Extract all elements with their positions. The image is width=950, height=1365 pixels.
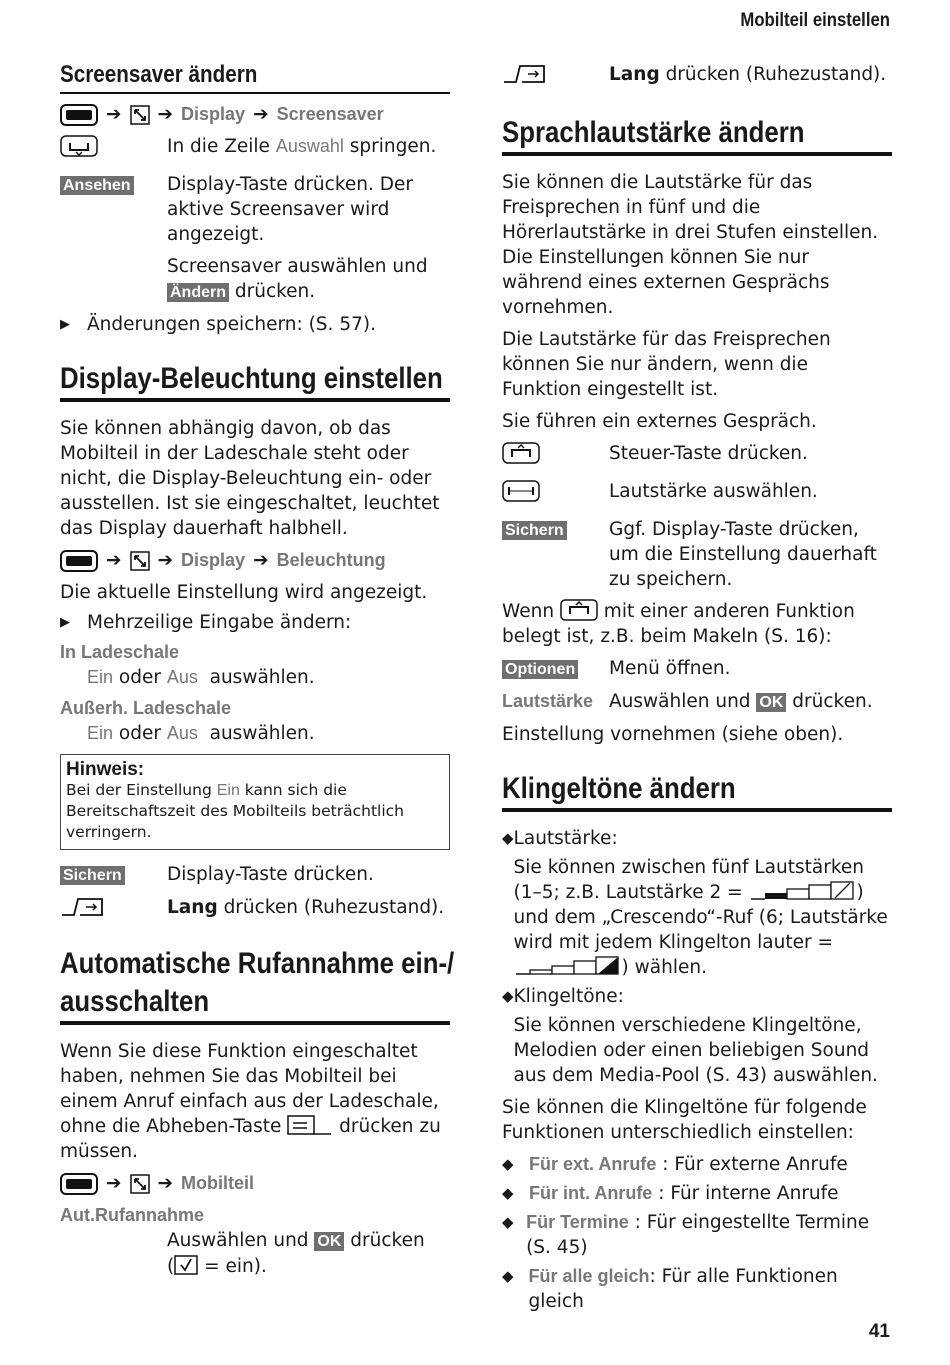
paragraph: Einstellung vornehmen (siehe oben). [502,724,844,745]
control-key-up-icon [502,441,540,465]
item-title: Klingeltöne: [513,986,624,1007]
diamond-bullet-icon: ◆ [502,987,514,1005]
note-text: kann sich die Bereitschaftszeit des Mobilteils beträchtlich verringern. [66,781,404,841]
divider [60,1021,450,1025]
menu-key-icon [60,549,98,573]
page-number: 41 [868,1321,890,1342]
triangle-bullet-icon: ▶ [60,615,70,630]
menu-key-icon [60,1172,98,1196]
paragraph: Sie führen ein externes Gespräch. [502,411,817,432]
softkey-optionen[interactable]: Optionen [502,660,578,679]
heading-line: ausschalten [60,985,210,1018]
option-values [60,665,450,690]
menu-display[interactable]: Display [181,550,246,570]
text: ( [167,1256,175,1277]
text: Wenn [502,601,560,622]
instruction-row [502,689,892,715]
text: : Für alle Funktionen gleich [528,1266,838,1312]
talk-key-icon [287,1115,333,1135]
softkey-sichern[interactable]: Sichern [60,866,125,885]
text: drücken. [786,691,873,712]
settings-icon [130,105,150,125]
softkey-sichern[interactable]: Sichern [502,521,567,540]
list-item [502,826,892,980]
value-aus[interactable]: Aus [166,667,198,687]
instruction-row [502,441,892,472]
text: Auswählen und [609,691,757,712]
menu-fuer-ext-anrufe[interactable]: Für ext. Anrufe [529,1154,657,1174]
step-text: Screensaver auswählen und [167,256,428,277]
option-values [60,721,450,746]
control-key-down-icon [60,134,98,158]
menu-mobilteil[interactable]: Mobilteil [181,1173,255,1193]
screensaver-nav-path [60,102,450,127]
instruction-row [60,172,450,247]
arrow-icon: ➔ [157,550,174,571]
text: auswählen. [197,723,315,744]
end-call-key-icon [502,62,546,86]
softkey-ansehen[interactable]: Ansehen [60,176,134,195]
volume-heading: Sprachlautstärke ändern [502,116,805,149]
control-key-leftright-icon [502,479,540,503]
menu-display[interactable]: Display [181,104,246,124]
diamond-bullet-icon: ◆ [502,829,514,847]
note-text: Bei der Einstellung [66,781,217,799]
text: : Für interne Anrufe [652,1183,839,1204]
divider [502,808,892,812]
instruction-row [502,479,892,510]
step-text: Display-Taste drücken. Der aktive Screensaver wird angezeigt. [167,174,413,245]
list-item [502,1264,892,1314]
right-column [502,58,892,1318]
arrow-item [60,610,450,635]
instruction-row [60,1228,450,1279]
softkey-aendern[interactable]: Ändern [167,283,229,302]
menu-fuer-termine[interactable]: Für Termine [526,1212,629,1232]
screensaver-heading: Screensaver ändern [60,61,258,88]
instruction-row [60,254,450,305]
text: Auswählen und [167,1230,315,1251]
instruction-row [502,62,892,93]
text: oder [113,723,167,744]
step-text: In die Zeile [167,136,276,157]
text: : Für eingestellte Termine (S. 45) [526,1212,870,1258]
text: = ein). [198,1256,267,1277]
text: auswählen. [197,667,315,688]
menu-fuer-alle-gleich[interactable]: Für alle gleich [528,1266,650,1286]
autoanswer-nav-path [60,1171,450,1196]
step-text: Mehrzeilige Eingabe ändern: [87,612,352,633]
end-call-key-icon [60,895,104,919]
arrow-icon: ➔ [106,1173,122,1194]
menu-beleuchtung[interactable]: Beleuchtung [276,550,386,570]
paragraph: Sie können abhängig davon, ob das Mobilteil in der Ladeschale steht oder nicht, die Display-Beleuchtung ein- oder ausstellen. Ist sie eingeschaltet, leuchtet das Display dauerhaft halbhell. [60,418,440,539]
option-in-ladeschale[interactable]: In Ladeschale [60,642,180,662]
volume-level-2-icon [749,881,857,901]
item-title: Lautstärke: [513,828,618,849]
settings-icon [130,1174,150,1194]
control-key-up-icon [560,599,598,621]
step-text: Lautstärke auswählen. [609,481,818,502]
arrow-icon: ➔ [253,550,269,571]
diamond-bullet-icon: ◆ [502,1155,514,1173]
step-text: Display-Taste drücken. [167,864,374,885]
list-item [502,1152,892,1177]
arrow-icon: ➔ [253,104,269,125]
running-header: Mobilteil einstellen [740,10,890,31]
instruction-row [60,895,450,926]
text: ) wählen. [621,957,707,978]
paragraph: Sie können die Lautstärke für das Freisprechen in fünf und die Hörerlautstärke in drei Stufen einstellen. Die Einstellungen können Sie nur während eines externen Gesprächs vornehmen. [502,172,879,318]
volume-crescendo-icon [514,956,622,976]
divider [60,398,450,402]
step-text: Menü öffnen. [609,658,731,679]
text: drücken [344,1230,425,1251]
paragraph: Die aktuelle Einstellung wird angezeigt. [60,582,428,603]
menu-screensaver[interactable]: Screensaver [276,104,384,124]
instruction-row [502,656,892,682]
text: : Für externe Anrufe [656,1154,848,1175]
diamond-bullet-icon: ◆ [502,1213,514,1231]
backlight-heading: Display-Beleuchtung einstellen [60,362,443,395]
step-text: drücken (Ruhezustand). [659,64,887,85]
step-text: drücken. [229,281,316,302]
value-ein[interactable]: Ein [87,723,114,743]
menu-lautstaerke[interactable]: Lautstärke [502,691,594,711]
ok-button[interactable]: OK [756,693,786,712]
paragraph: Sie können die Klingeltöne für folgende Funktionen unterschiedlich einstellen: [502,1097,867,1143]
step-text: Ggf. Display-Taste drücken, um die Einstellung dauerhaft zu speichern. [609,519,877,590]
step-text: springen. [343,136,437,157]
value-aus[interactable]: Aus [166,723,198,743]
diamond-bullet-icon: ◆ [502,1184,514,1202]
arrow-icon: ➔ [157,1173,174,1194]
step-text: Änderungen speichern: (S. 57). [87,314,376,335]
diamond-bullet-icon: ◆ [502,1267,514,1285]
menu-aut-rufannahme[interactable]: Aut.Rufannahme [60,1205,204,1225]
value-ein[interactable]: Ein [87,667,114,687]
arrow-item [60,312,450,337]
heading-line: Automatische Rufannahme ein-/ [60,947,455,980]
note-title: Hinweis: [66,759,145,780]
checkbox-checked-icon [174,1255,198,1275]
ringtones-heading: Klingeltöne ändern [502,772,736,805]
instruction-row [60,862,450,888]
ok-button[interactable]: OK [314,1232,344,1251]
menu-ein: Ein [216,782,240,799]
instruction-row [60,134,450,165]
item-text: Sie können verschiedene Klingeltöne, Melodien oder einen beliebigen Sound aus dem Media-Pool (S. 43) auswählen. [513,1015,878,1086]
long-label: Lang [609,64,660,85]
settings-icon [130,551,150,571]
instruction-row [502,517,892,592]
menu-key-icon [60,103,98,127]
paragraph [502,599,892,649]
paragraph: Die Lautstärke für das Freisprechen können Sie nur ändern, wenn die Funktion eingestellt ist. [502,329,831,400]
text: drücken zu müssen. [60,1116,441,1162]
autoanswer-heading [60,945,455,1021]
list-item [502,1210,892,1260]
arrow-icon: ➔ [106,104,122,125]
divider [60,92,450,94]
step-text: Steuer-Taste drücken. [609,443,808,464]
divider [502,152,892,156]
text: Sie können zwischen fünf Lautstärken (1–5; z.B. Lautstärke 2 = [513,857,864,903]
menu-fuer-int-anrufe[interactable]: Für int. Anrufe [529,1183,653,1203]
option-ausserh-ladeschale[interactable]: Außerh. Ladeschale [60,698,232,718]
left-column [60,58,455,1286]
text: mit einer anderen Funktion belegt ist, z.B. beim Makeln (S. 16): [502,601,855,647]
step-text: drücken (Ruhezustand). [217,897,445,918]
list-item [502,984,892,1088]
text: ) und dem „Crescendo“-Ruf (6; Lautstärke wird mit jedem Klingelton lauter = [513,882,888,953]
long-label: Lang [167,897,218,918]
list-item [502,1181,892,1206]
menu-auswahl: Auswahl [275,136,344,156]
text: oder [113,667,167,688]
triangle-bullet-icon: ▶ [60,317,70,332]
paragraph [60,1039,450,1164]
text: Wenn Sie diese Funktion eingeschaltet haben, nehmen Sie das Mobilteil bei einem Anruf einfach aus der Ladeschale, ohne die Abheben-Taste [60,1041,439,1137]
backlight-nav-path [60,548,450,573]
note-box [60,754,450,850]
arrow-icon: ➔ [106,550,122,571]
arrow-icon: ➔ [157,104,174,125]
